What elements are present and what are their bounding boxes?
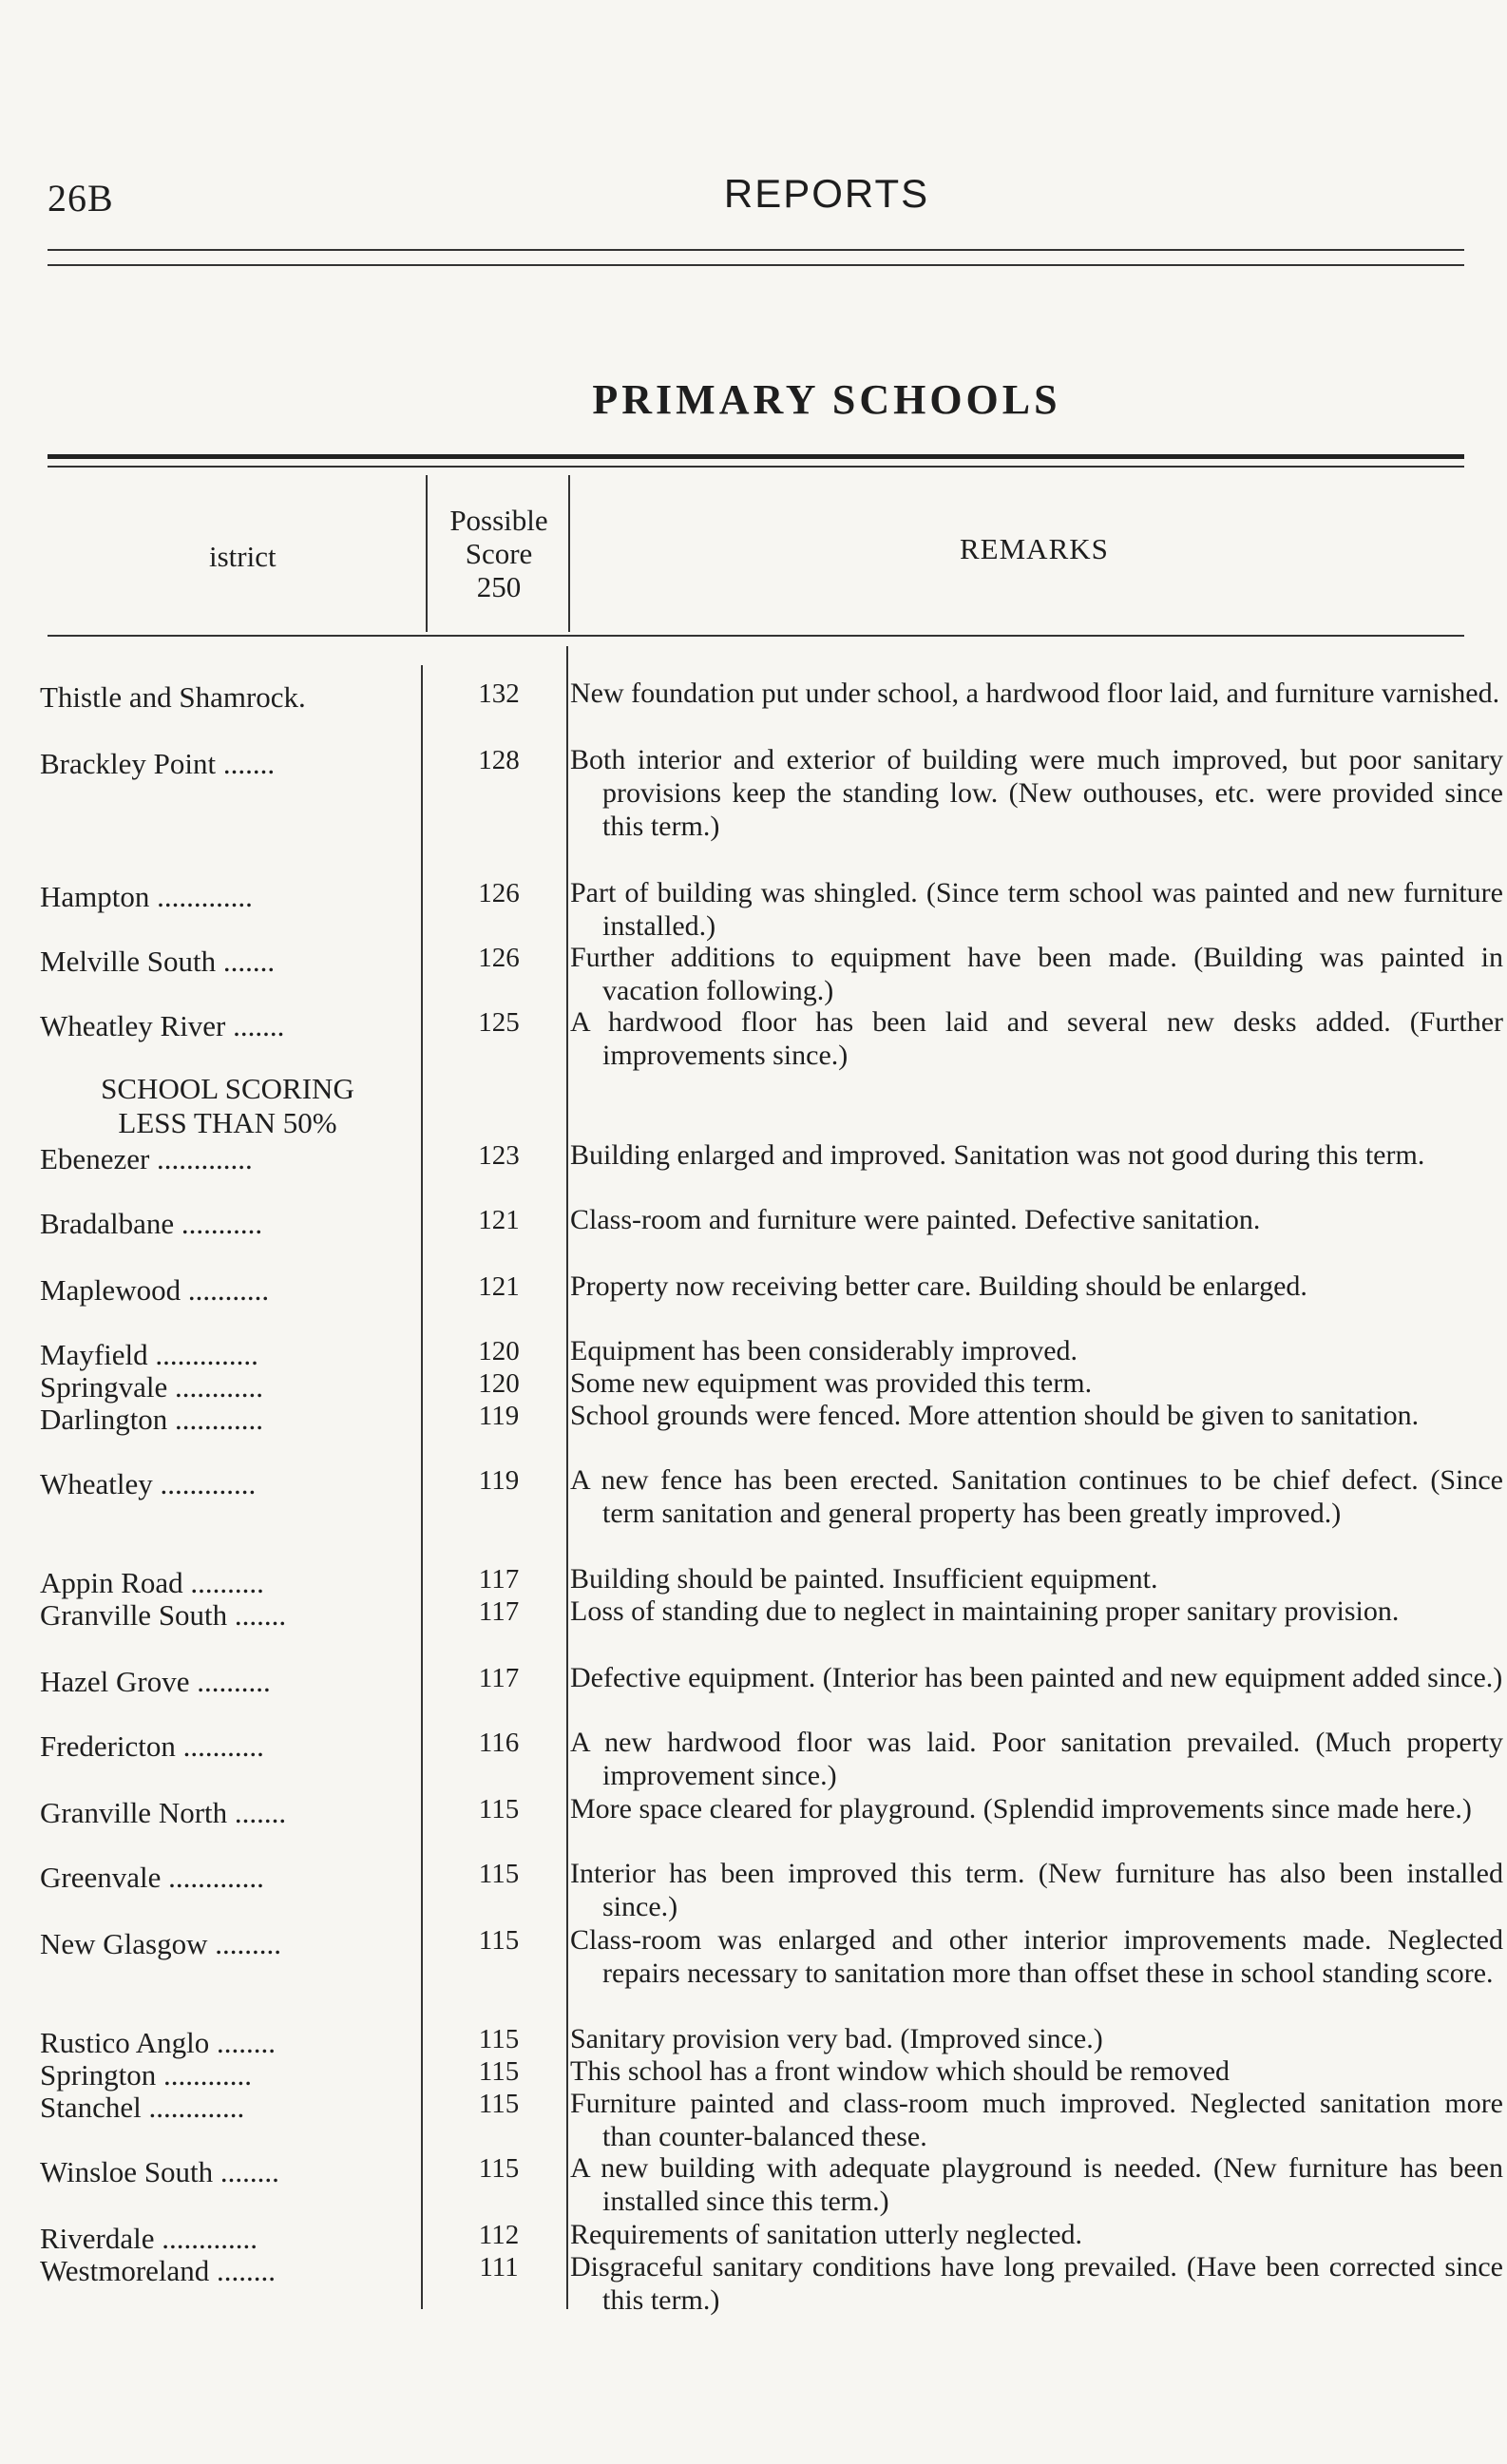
remarks-text: Disgraceful sanitary conditions have long prevailed. (Have been corrected since this term.)	[570, 2251, 1503, 2316]
remarks-text: New foundation put under school, a hardwood floor laid, and furniture varnished.	[570, 678, 1500, 709]
remarks-text: More space cleared for playground. (Splendid improvements since made here.)	[570, 1793, 1472, 1824]
remarks-text: Part of building was shingled. (Since term school was painted and new furniture installed.)	[570, 877, 1503, 942]
score-value: 115	[478, 2089, 520, 2119]
remarks-text: Some new equipment was provided this term.	[570, 1367, 1093, 1399]
score-value: 120	[478, 1336, 520, 1366]
remarks-text: Class-room was enlarged and other interior improvements made. Neglected repairs necessary to sanitation more than offset these in school standing score.	[570, 1924, 1503, 1989]
district-name: Wheatley River .......	[40, 1009, 285, 1042]
district-name: Riverdale .............	[40, 2222, 258, 2255]
remarks-text: School grounds were fenced. More attention should be given to sanitation.	[570, 1400, 1420, 1431]
score-value: 121	[478, 1205, 520, 1235]
score-value: 115	[478, 1859, 520, 1889]
score-header-line: Score	[465, 537, 533, 570]
remarks-text: Requirements of sanitation utterly neglected.	[570, 2219, 1083, 2250]
district-name: Maplewood ...........	[40, 1273, 270, 1307]
score-value: 119	[478, 1401, 520, 1431]
district-name: Thistle and Shamrock.	[40, 680, 306, 714]
remarks-text: A new hardwood floor was laid. Poor sanitation prevailed. (Much property improvement since.)	[570, 1727, 1503, 1791]
page-number: 26B	[48, 177, 114, 220]
score-value: 115	[478, 1794, 520, 1824]
remarks-text: Furniture painted and class-room much improved. Neglected sanitation more than counter-balanced these.	[570, 2088, 1503, 2152]
score-value: 115	[478, 1925, 520, 1956]
district-name: Granville South .......	[40, 1598, 287, 1632]
district-name: Darlington ............	[40, 1403, 264, 1436]
section-title: PRIMARY SCHOOLS	[592, 376, 1061, 423]
subheading-line: SCHOOL SCORING	[101, 1072, 354, 1105]
column-divider	[421, 665, 423, 2309]
district-name: Greenvale .............	[40, 1861, 264, 1894]
remarks-text: Further additions to equipment have been made. (Building was painted in vacation following.)	[570, 942, 1503, 1006]
subheading-line: LESS THAN 50%	[118, 1106, 337, 1139]
score-value: 111	[479, 2252, 519, 2283]
district-name: Wheatley .............	[40, 1467, 257, 1500]
district-name: New Glasgow .........	[40, 1927, 281, 1960]
remarks-text: A new fence has been erected. Sanitation continues to be chief defect. (Since term sanitation and general property has been greatly improved.)	[570, 1464, 1503, 1529]
remarks-text: Defective equipment. (Interior has been painted and new equipment added since.)	[570, 1662, 1503, 1693]
score-value: 112	[478, 2220, 520, 2250]
district-name: Fredericton ...........	[40, 1729, 264, 1763]
remarks-text: Building enlarged and improved. Sanitation was not good during this term.	[570, 1139, 1425, 1171]
district-name: Bradalbane ...........	[40, 1207, 263, 1240]
score-value: 117	[478, 1596, 520, 1627]
score-value: 117	[478, 1564, 520, 1595]
district-name: Winsloe South ........	[40, 2155, 279, 2188]
district-name: Mayfield ..............	[40, 1338, 258, 1371]
score-value: 123	[478, 1140, 520, 1171]
score-value: 120	[478, 1368, 520, 1399]
score-value: 121	[478, 1271, 520, 1302]
district-name: Ebenezer .............	[40, 1142, 253, 1175]
remarks-text: Sanitary provision very bad. (Improved since.)	[570, 2023, 1103, 2054]
remarks-text: Both interior and exterior of building were much improved, but poor sanitary provisions keep the standing low. (New outhouses, etc. were provided since this term.)	[570, 744, 1503, 842]
column-divider	[426, 475, 428, 632]
header-rule-thin	[48, 264, 1464, 266]
score-value: 115	[478, 2153, 520, 2184]
score-value: 125	[478, 1007, 520, 1038]
table-top-rule	[48, 454, 1464, 459]
remarks-text: Class-room and furniture were painted. Defective sanitation.	[570, 1204, 1261, 1235]
score-value: 116	[478, 1728, 520, 1758]
district-name: Springton ............	[40, 2058, 253, 2092]
district-name: Hazel Grove ..........	[40, 1665, 271, 1698]
column-header-district: istrict	[209, 540, 277, 573]
subheading	[40, 1072, 415, 1140]
remarks-text: Interior has been improved this term. (New furniture has also been installed since.)	[570, 1858, 1503, 1922]
column-divider	[568, 475, 570, 632]
score-header-line: 250	[476, 570, 522, 603]
header-rule	[48, 249, 1464, 251]
district-name: Melville South .......	[40, 945, 276, 978]
district-name: Springvale ............	[40, 1370, 264, 1404]
remarks-text: A hardwood floor has been laid and several new desks added. (Further improvements since.)	[570, 1006, 1503, 1071]
score-value: 119	[478, 1465, 520, 1496]
score-value: 126	[478, 878, 520, 908]
remarks-text: This school has a front window which should be removed	[570, 2055, 1230, 2087]
remarks-text: Building should be painted. Insufficient equipment.	[570, 1563, 1158, 1595]
district-name: Westmoreland ........	[40, 2254, 277, 2287]
column-header-score	[428, 504, 570, 603]
remarks-text: Loss of standing due to neglect in maintaining proper sanitary provision.	[570, 1595, 1400, 1627]
score-value: 132	[478, 678, 520, 709]
score-value: 117	[478, 1663, 520, 1693]
district-name: Rustico Anglo ........	[40, 2026, 277, 2059]
table-top-rule-thin	[48, 466, 1464, 468]
district-name: Brackley Point .......	[40, 747, 276, 780]
running-header: REPORTS	[723, 171, 930, 216]
header-bottom-rule	[48, 635, 1464, 637]
score-header-line: Possible	[449, 504, 548, 537]
score-value: 115	[478, 2056, 520, 2087]
district-name: Appin Road ..........	[40, 1566, 264, 1599]
score-value: 128	[478, 745, 520, 775]
district-name: Granville North .......	[40, 1796, 287, 1829]
district-name: Hampton .............	[40, 880, 253, 913]
remarks-text: Equipment has been considerably improved.	[570, 1335, 1078, 1366]
column-header-remarks: REMARKS	[960, 532, 1109, 565]
score-value: 115	[478, 2024, 520, 2054]
remarks-text: A new building with adequate playground is needed. (New furniture has been installed since this term.)	[570, 2152, 1503, 2217]
score-value: 126	[478, 943, 520, 973]
district-name: Stanchel .............	[40, 2091, 245, 2124]
remarks-text: Property now receiving better care. Building should be enlarged.	[570, 1270, 1307, 1302]
